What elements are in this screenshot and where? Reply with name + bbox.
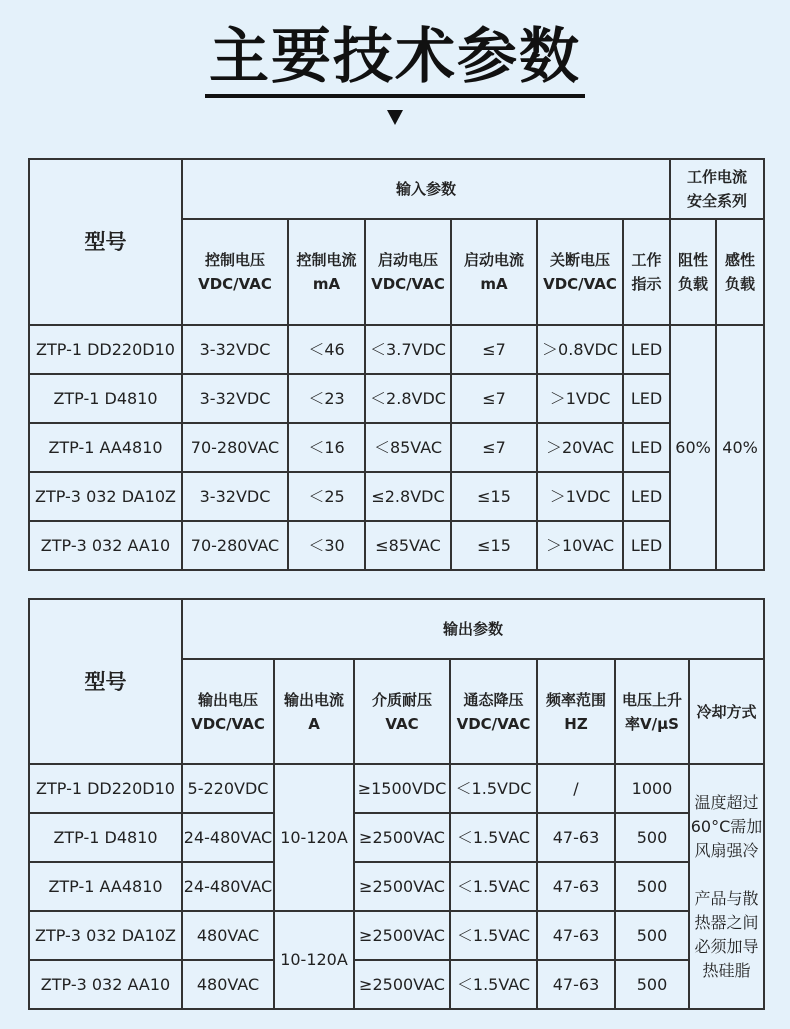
start-current-cell: ≤7 <box>451 325 537 374</box>
model-cell: ZTP-3 032 AA10 <box>29 521 182 570</box>
output-current-cell: 10-120A <box>274 764 354 911</box>
down-arrow-icon <box>387 110 403 125</box>
model-cell: ZTP-3 032 AA10 <box>29 960 182 1009</box>
on-drop-cell: ＜1.5VDC <box>450 764 537 813</box>
start-voltage-cell: ＜2.8VDC <box>365 374 451 423</box>
col-label: 控制电流 <box>296 251 357 269</box>
col-label: 感性 <box>725 251 756 269</box>
table-row <box>29 862 764 911</box>
model-cell: ZTP-1 D4810 <box>29 813 182 862</box>
control-voltage-cell: 3-32VDC <box>182 374 288 423</box>
model-cell: ZTP-1 DD220D10 <box>29 764 182 813</box>
col-header-on-drop <box>450 659 537 764</box>
cooling-note-line: 产品与散 <box>694 888 759 908</box>
indicator-cell: LED <box>623 521 670 570</box>
table-row <box>29 325 764 374</box>
output-voltage-cell: 24-480VAC <box>182 862 274 911</box>
off-voltage-cell: ＞1VDC <box>537 374 623 423</box>
on-drop-cell: ＜1.5VAC <box>450 862 537 911</box>
col-unit: mA <box>480 275 508 293</box>
dielectric-cell: ≥2500VAC <box>354 960 450 1009</box>
col-header-off-voltage <box>537 219 623 325</box>
col-unit: 负载 <box>678 275 709 293</box>
col-label: 阻性 <box>678 251 709 269</box>
table-row <box>29 764 764 813</box>
col-unit: VDC/VAC <box>456 714 531 733</box>
start-voltage-cell: ＜85VAC <box>365 423 451 472</box>
dielectric-cell: ≥2500VAC <box>354 813 450 862</box>
col-label: 启动电流 <box>463 251 524 269</box>
model-cell: ZTP-1 DD220D10 <box>29 325 182 374</box>
col-header-dielectric <box>354 659 450 764</box>
table-row <box>29 911 764 960</box>
title-block <box>0 24 790 98</box>
control-voltage-cell: 3-32VDC <box>182 325 288 374</box>
frequency-cell: 47-63 <box>537 862 615 911</box>
col-header-indicator <box>623 219 670 325</box>
resistive-load-cell: 60% <box>670 325 716 570</box>
cooling-note-line: 必须加导 <box>694 936 759 956</box>
dielectric-cell: ≥1500VDC <box>354 764 450 813</box>
input-group-header: 输入参数 <box>182 159 670 219</box>
col-unit: VAC <box>385 714 419 733</box>
off-voltage-cell: ＞1VDC <box>537 472 623 521</box>
table-row <box>29 521 764 570</box>
off-voltage-cell: ＞20VAC <box>537 423 623 472</box>
col-label: 介质耐压 <box>371 690 432 709</box>
model-cell: ZTP-3 032 DA10Z <box>29 911 182 960</box>
output-current-cell: 10-120A <box>274 911 354 1009</box>
col-header-start-current <box>451 219 537 325</box>
page-title: 主要技术参数 <box>205 24 585 98</box>
table-row <box>29 960 764 1009</box>
start-voltage-cell: ≤2.8VDC <box>365 472 451 521</box>
col-unit: A <box>308 714 320 733</box>
start-current-cell: ≤15 <box>451 472 537 521</box>
output-voltage-cell: 5-220VDC <box>182 764 274 813</box>
indicator-cell: LED <box>623 423 670 472</box>
output-voltage-cell: 24-480VAC <box>182 813 274 862</box>
model-cell: ZTP-1 AA4810 <box>29 423 182 472</box>
on-drop-cell: ＜1.5VAC <box>450 813 537 862</box>
frequency-cell: / <box>537 764 615 813</box>
col-header-start-voltage <box>365 219 451 325</box>
cooling-note-line: 温度超过 <box>694 792 759 812</box>
control-current-cell: ＜23 <box>288 374 365 423</box>
off-voltage-cell: ＞10VAC <box>537 521 623 570</box>
table-row <box>29 374 764 423</box>
control-voltage-cell: 3-32VDC <box>182 472 288 521</box>
frequency-cell: 47-63 <box>537 813 615 862</box>
start-voltage-cell: ≤85VAC <box>365 521 451 570</box>
col-label: 频率范围 <box>545 690 606 709</box>
inductive-load-cell: 40% <box>716 325 764 570</box>
table-row <box>29 813 764 862</box>
control-current-cell: ＜25 <box>288 472 365 521</box>
table-row <box>29 472 764 521</box>
col-label: 电压上升 <box>621 690 682 709</box>
col-header-output-voltage <box>182 659 274 764</box>
cooling-note-line: 热器之间 <box>694 912 759 932</box>
frequency-cell: 47-63 <box>537 960 615 1009</box>
col-unit: 率V/μS <box>625 714 679 733</box>
col-label: 工作 <box>631 251 662 269</box>
frequency-cell: 47-63 <box>537 911 615 960</box>
indicator-cell: LED <box>623 472 670 521</box>
model-cell: ZTP-3 032 DA10Z <box>29 472 182 521</box>
col-label: 关断电压 <box>549 251 610 269</box>
control-current-cell: ＜16 <box>288 423 365 472</box>
col-unit: VDC/VAC <box>191 714 265 733</box>
col-label: 输出电流 <box>283 690 344 709</box>
on-drop-cell: ＜1.5VAC <box>450 960 537 1009</box>
col-unit: 指示 <box>631 275 662 293</box>
start-current-cell: ≤7 <box>451 374 537 423</box>
dv-dt-cell: 500 <box>615 862 689 911</box>
cooling-note-line: 风扇强冷 <box>694 840 759 860</box>
safety-series-header <box>670 159 764 219</box>
col-label: 输出电压 <box>197 690 258 709</box>
col-label: 控制电压 <box>204 251 265 269</box>
model-header: 型号 <box>29 159 182 325</box>
col-unit: mA <box>312 275 341 293</box>
control-current-cell: ＜46 <box>288 325 365 374</box>
model-cell: ZTP-1 D4810 <box>29 374 182 423</box>
table-row <box>29 423 764 472</box>
off-voltage-cell: ＞0.8VDC <box>537 325 623 374</box>
col-unit: HZ <box>564 714 588 733</box>
start-current-cell: ≤15 <box>451 521 537 570</box>
control-current-cell: ＜30 <box>288 521 365 570</box>
safety-header-line2: 安全系列 <box>687 192 748 210</box>
output-parameters-table <box>28 598 765 1010</box>
col-unit: 负载 <box>725 275 756 293</box>
indicator-cell: LED <box>623 374 670 423</box>
dielectric-cell: ≥2500VAC <box>354 862 450 911</box>
col-label: 通态降压 <box>463 690 524 709</box>
col-header-cooling: 冷却方式 <box>689 659 764 764</box>
output-voltage-cell: 480VAC <box>182 960 274 1009</box>
indicator-cell: LED <box>623 325 670 374</box>
dv-dt-cell: 500 <box>615 960 689 1009</box>
start-current-cell: ≤7 <box>451 423 537 472</box>
dv-dt-cell: 500 <box>615 911 689 960</box>
control-voltage-cell: 70-280VAC <box>182 423 288 472</box>
col-header-control-current <box>288 219 365 325</box>
col-header-output-current <box>274 659 354 764</box>
col-label: 启动电压 <box>377 251 438 269</box>
model-cell: ZTP-1 AA4810 <box>29 862 182 911</box>
control-voltage-cell: 70-280VAC <box>182 521 288 570</box>
col-unit: VDC/VAC <box>543 275 617 293</box>
cooling-note-line: 热硅脂 <box>702 960 751 980</box>
on-drop-cell: ＜1.5VAC <box>450 911 537 960</box>
model-header: 型号 <box>29 599 182 764</box>
cooling-note-line: 60°C需加 <box>690 816 763 836</box>
col-header-control-voltage <box>182 219 288 325</box>
dv-dt-cell: 500 <box>615 813 689 862</box>
start-voltage-cell: ＜3.7VDC <box>365 325 451 374</box>
dielectric-cell: ≥2500VAC <box>354 911 450 960</box>
col-header-inductive-load <box>716 219 764 325</box>
output-voltage-cell: 480VAC <box>182 911 274 960</box>
col-header-resistive-load <box>670 219 716 325</box>
output-group-header: 输出参数 <box>182 599 764 659</box>
col-unit: VDC/VAC <box>198 275 272 293</box>
col-header-dv-dt <box>615 659 689 764</box>
safety-header-line1: 工作电流 <box>687 168 748 186</box>
col-header-frequency <box>537 659 615 764</box>
cooling-note-cell <box>689 764 764 1009</box>
col-unit: VDC/VAC <box>371 275 445 293</box>
input-parameters-table <box>28 158 765 571</box>
dv-dt-cell: 1000 <box>615 764 689 813</box>
